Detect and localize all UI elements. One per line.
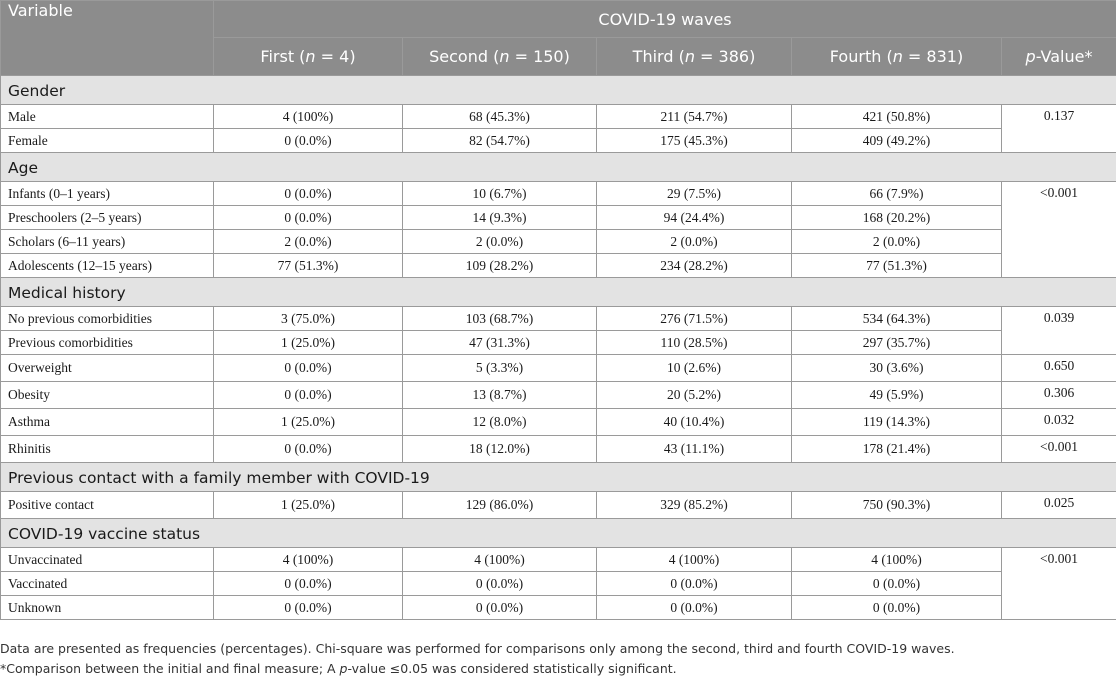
section-row [1,519,1116,548]
table-row [1,492,1116,519]
col-name: Third [632,47,674,66]
cell-wave-2: 129 (86.0%) [403,492,597,519]
row-label: Male [1,105,214,129]
cell-wave-3: 0 (0.0%) [597,596,792,620]
row-label: Female [1,129,214,153]
cell-wave-1: 4 (100%) [214,105,403,129]
cell-wave-4: 178 (21.4%) [792,436,1002,463]
row-label: Adolescents (12–15 years) [1,254,214,278]
cell-wave-3: 276 (71.5%) [597,307,792,331]
p-value-cell: <0.001 [1002,182,1116,278]
cell-wave-3: 20 (5.2%) [597,382,792,409]
cell-wave-1: 4 (100%) [214,548,403,572]
row-label: Unknown [1,596,214,620]
cell-wave-2: 82 (54.7%) [403,129,597,153]
header-pvalue: p-Value* [1002,38,1116,76]
cell-wave-1: 1 (25.0%) [214,409,403,436]
p-value-cell: 0.032 [1002,409,1116,436]
cell-wave-4: 750 (90.3%) [792,492,1002,519]
table-row [1,382,1116,409]
cell-wave-4: 77 (51.3%) [792,254,1002,278]
cell-wave-4: 0 (0.0%) [792,596,1002,620]
cell-wave-4: 30 (3.6%) [792,355,1002,382]
section-title: COVID-19 vaccine status [1,519,1116,548]
cell-wave-1: 0 (0.0%) [214,436,403,463]
cell-wave-2: 5 (3.3%) [403,355,597,382]
cell-wave-4: 534 (64.3%) [792,307,1002,331]
cell-wave-2: 68 (45.3%) [403,105,597,129]
p-value-cell: 0.137 [1002,105,1116,153]
table-body [1,76,1116,620]
section-row [1,153,1116,182]
cell-wave-1: 1 (25.0%) [214,492,403,519]
cell-wave-4: 0 (0.0%) [792,572,1002,596]
cell-wave-1: 0 (0.0%) [214,596,403,620]
header-variable: Variable [1,1,214,76]
p-value-cell: 0.039 [1002,307,1116,355]
row-label: Positive contact [1,492,214,519]
footnote-line-1: Data are presented as frequencies (percentages). Chi-square was performed for comparisons only among the second, third and fourth COVID-19 waves. [0,641,955,656]
cell-wave-4: 4 (100%) [792,548,1002,572]
col-name: Second [429,47,489,66]
cell-wave-1: 2 (0.0%) [214,230,403,254]
p-value-cell: <0.001 [1002,548,1116,620]
table-row [1,307,1116,331]
table-row [1,206,1116,230]
cell-wave-1: 0 (0.0%) [214,382,403,409]
row-label: Preschoolers (2–5 years) [1,206,214,230]
row-label: Unvaccinated [1,548,214,572]
row-label: Previous comorbidities [1,331,214,355]
cell-wave-2: 4 (100%) [403,548,597,572]
footnote-line-2: *Comparison between the initial and final measure; A p-value ≤0.05 was considered statistically significant. [0,661,677,676]
row-label: Scholars (6–11 years) [1,230,214,254]
cell-wave-4: 297 (35.7%) [792,331,1002,355]
header-covid-waves: COVID-19 waves [214,1,1116,38]
cell-wave-1: 77 (51.3%) [214,254,403,278]
cell-wave-1: 0 (0.0%) [214,355,403,382]
row-label: Obesity [1,382,214,409]
p-value-cell: <0.001 [1002,436,1116,463]
header-fourth: Fourth (n = 831) [792,38,1002,76]
table-row [1,409,1116,436]
cell-wave-1: 0 (0.0%) [214,572,403,596]
cell-wave-1: 0 (0.0%) [214,129,403,153]
cell-wave-3: 43 (11.1%) [597,436,792,463]
header-row-1 [1,1,1116,38]
cell-wave-3: 4 (100%) [597,548,792,572]
cell-wave-4: 2 (0.0%) [792,230,1002,254]
cell-wave-2: 10 (6.7%) [403,182,597,206]
cell-wave-4: 168 (20.2%) [792,206,1002,230]
cell-wave-3: 234 (28.2%) [597,254,792,278]
col-n: 4 [339,47,350,66]
cell-wave-2: 18 (12.0%) [403,436,597,463]
p-value-cell: 0.025 [1002,492,1116,519]
row-label: Infants (0–1 years) [1,182,214,206]
col-n: 150 [533,47,564,66]
row-label: Asthma [1,409,214,436]
table-row [1,548,1116,572]
cell-wave-2: 47 (31.3%) [403,331,597,355]
cell-wave-2: 103 (68.7%) [403,307,597,331]
section-row [1,76,1116,105]
cell-wave-1: 3 (75.0%) [214,307,403,331]
cell-wave-3: 10 (2.6%) [597,355,792,382]
cell-wave-3: 175 (45.3%) [597,129,792,153]
cell-wave-3: 0 (0.0%) [597,572,792,596]
col-n: 386 [718,47,750,66]
cell-wave-3: 29 (7.5%) [597,182,792,206]
cell-wave-3: 94 (24.4%) [597,206,792,230]
cell-wave-3: 110 (28.5%) [597,331,792,355]
cell-wave-4: 66 (7.9%) [792,182,1002,206]
cell-wave-2: 0 (0.0%) [403,596,597,620]
cell-wave-3: 211 (54.7%) [597,105,792,129]
cell-wave-3: 2 (0.0%) [597,230,792,254]
cell-wave-3: 40 (10.4%) [597,409,792,436]
section-title: Previous contact with a family member with COVID-19 [1,463,1116,492]
header-first: First (n = 4) [214,38,403,76]
row-label: Overweight [1,355,214,382]
cell-wave-4: 119 (14.3%) [792,409,1002,436]
col-n: 831 [926,47,957,66]
cell-wave-2: 13 (8.7%) [403,382,597,409]
table-row [1,355,1116,382]
section-title: Gender [1,76,1116,105]
cell-wave-4: 409 (49.2%) [792,129,1002,153]
table-row [1,105,1116,129]
col-name: First [260,47,295,66]
table-row [1,129,1116,153]
row-label: Rhinitis [1,436,214,463]
header-third: Third (n = 386) [597,38,792,76]
table-row [1,436,1116,463]
table-row [1,596,1116,620]
cell-wave-2: 109 (28.2%) [403,254,597,278]
table-row [1,182,1116,206]
cell-wave-2: 2 (0.0%) [403,230,597,254]
col-name: Fourth [829,47,882,66]
cell-wave-2: 14 (9.3%) [403,206,597,230]
table-row [1,331,1116,355]
cell-wave-3: 329 (85.2%) [597,492,792,519]
cell-wave-1: 0 (0.0%) [214,182,403,206]
section-row [1,463,1116,492]
cell-wave-4: 49 (5.9%) [792,382,1002,409]
table-row [1,230,1116,254]
p-value-cell: 0.306 [1002,382,1116,409]
cell-wave-2: 12 (8.0%) [403,409,597,436]
cell-wave-1: 1 (25.0%) [214,331,403,355]
section-title: Medical history [1,278,1116,307]
table-footnotes [0,639,1110,679]
cell-wave-1: 0 (0.0%) [214,206,403,230]
p-value-cell: 0.650 [1002,355,1116,382]
cell-wave-4: 421 (50.8%) [792,105,1002,129]
section-row [1,278,1116,307]
section-title: Age [1,153,1116,182]
header-second: Second (n = 150) [403,38,597,76]
table-row [1,572,1116,596]
table-row [1,254,1116,278]
row-label: Vaccinated [1,572,214,596]
cell-wave-2: 0 (0.0%) [403,572,597,596]
row-label: No previous comorbidities [1,307,214,331]
